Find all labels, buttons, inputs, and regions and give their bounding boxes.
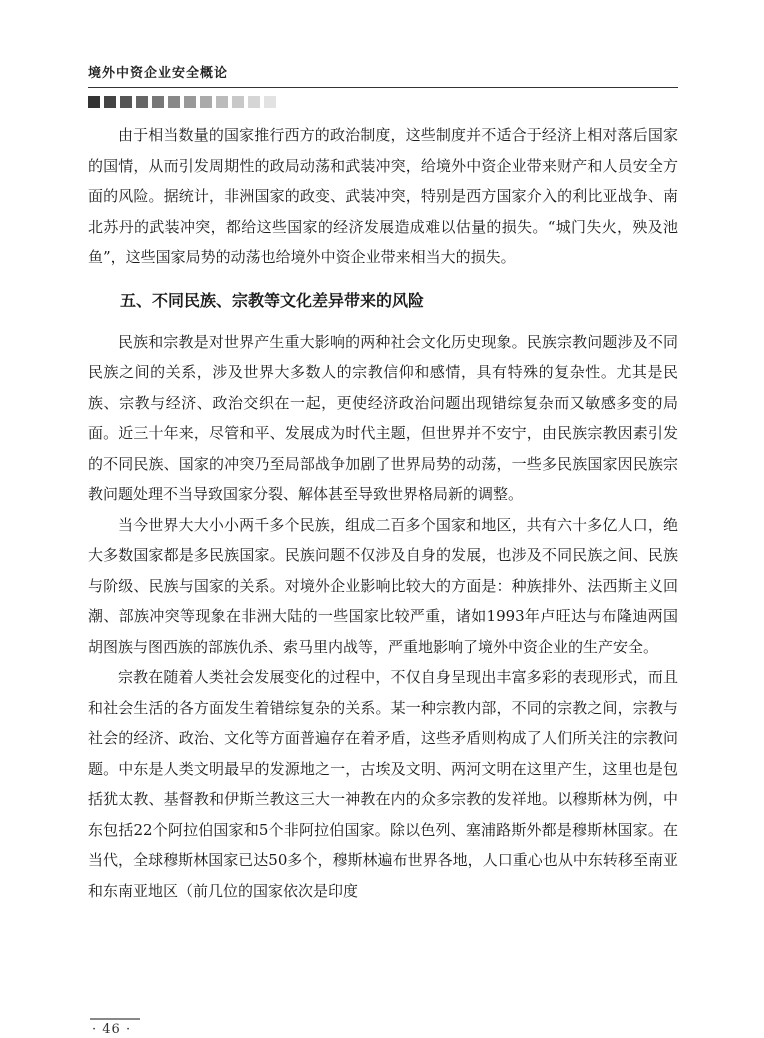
page-number: · 46 · (92, 1022, 132, 1037)
running-header (88, 62, 678, 108)
header-title: 境外中资企业安全概论 (88, 62, 678, 88)
header-block (184, 96, 196, 108)
paragraph-2: 当今世界大大小小两千多个民族，组成二百多个国家和地区，共有六十多亿人口，绝大多数国家都是多民族国家。民族问题不仅涉及自身的发展，也涉及不同民族之间、民族与阶级、民族与国家的关系。对境外企业影响比较大的方面是：种族排外、法西斯主义回潮、部族冲突等现象在非洲大陆的一些国家比较严重，诸如1993年卢旺达与布隆迪两国胡图族与图西族的部族仇杀、索马里内战等，严重地影响了境外中资企业的生产安全。 (88, 515, 678, 656)
header-block (104, 96, 116, 108)
paragraph-intro: 由于相当数量的国家推行西方的政治制度，这些制度并不适合于经济上相对落后国家的国情，从而引发周期性的政局动荡和武装冲突，给境外中资企业带来财产和人员安全方面的风险。据统计，非洲国家的政变、武装冲突，特别是西方国家介入的利比亚战争、南北苏丹的武装冲突，都给这些国家的经济发展造成难以估量的损失。“城门失火，殃及池鱼”，这些国家局势的动荡也给境外中资企业带来相当大的损失。 (88, 126, 678, 266)
header-block (152, 96, 164, 108)
section-heading: 五、不同民族、宗教等文化差异带来的风险 (120, 290, 425, 310)
header-block (168, 96, 180, 108)
header-block (136, 96, 148, 108)
header-block (200, 96, 212, 108)
page-body (88, 120, 678, 906)
header-block (264, 96, 276, 108)
header-block (248, 96, 260, 108)
header-block (120, 96, 132, 108)
header-decoration (88, 96, 678, 108)
paragraph-1: 民族和宗教是对世界产生重大影响的两种社会文化历史现象。民族宗教问题涉及不同民族之间的关系，涉及世界大多数人的宗教信仰和感情，具有特殊的复杂性。尤其是民族、宗教与经济、政治交织在一起，更使经济政治问题出现错综复杂而又敏感多变的局面。近三十年来，尽管和平、发展成为时代主题，但世界并不安宁，由民族宗教因素引发的不同民族、国家的冲突乃至局部战争加剧了世界局势的动荡，一些多民族国家因民族宗教问题处理不当导致国家分裂、解体甚至导致世界格局新的调整。 (88, 332, 678, 503)
header-block (232, 96, 244, 108)
header-block (88, 96, 100, 108)
header-block (216, 96, 228, 108)
footer-rule (90, 1018, 140, 1020)
paragraph-3: 宗教在随着人类社会发展变化的过程中，不仅自身呈现出丰富多彩的表现形式，而且和社会生活的各方面发生着错综复杂的关系。某一种宗教内部，不同的宗教之间，宗教与社会的经济、政治、文化等方面普遍存在着矛盾，这些矛盾则构成了人们所关注的宗教问题。中东是人类文明最早的发源地之一，古埃及文明、两河文明在这里产生，这里也是包括犹太教、基督教和伊斯兰教这三大一神教在内的众多宗教的发祥地。以穆斯林为例，中东包括22个阿拉伯国家和5个非阿拉伯国家。除以色列、塞浦路斯外都是穆斯林国家。在当代，全球穆斯林国家已达50多个，穆斯林遍布世界各地，人口重心也从中东转移至南亚和东南亚地区（前几位的国家依次是印度 (88, 668, 678, 900)
